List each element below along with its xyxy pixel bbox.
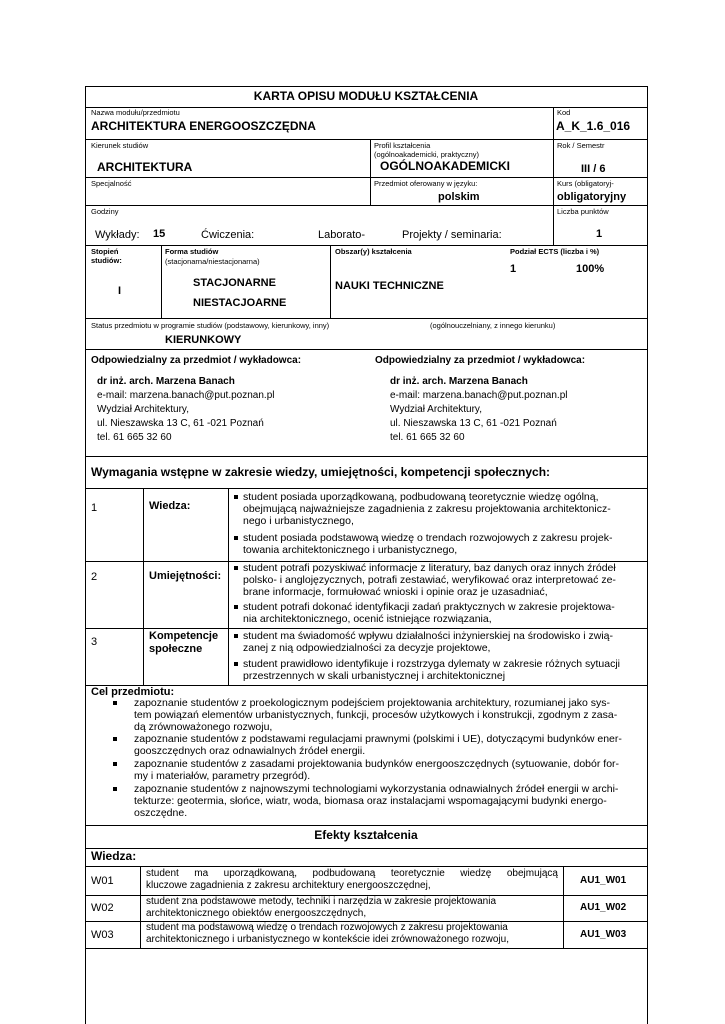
specialty-label: Specjalność	[91, 179, 132, 188]
status-value: KIERUNKOWY	[165, 334, 242, 346]
status-label: Status przedmiotu w programie studiów (podstawowy, kierunkowy, inny)	[91, 321, 330, 330]
responsible-tel: tel. 61 665 32 60	[390, 432, 465, 443]
effect-ref: AU1_W01	[580, 875, 627, 886]
form-full-time: STACJONARNE	[193, 277, 276, 289]
ects-number: 1	[510, 263, 517, 275]
effect-ref: AU1_W03	[580, 929, 627, 940]
responsible-name: dr inż. arch. Marzena Banach	[97, 376, 235, 387]
field-value: ARCHITEKTURA	[97, 160, 193, 174]
area-label: Obszar(y) kształcenia	[335, 247, 412, 256]
projects-label: Projekty / seminaria:	[402, 229, 502, 241]
requirement-number: 2	[91, 571, 98, 583]
requirement-bullet: student potrafi pozyskiwać informacje z literatury, baz danych oraz innych źródeł polsko- i anglojęzycznych, potrafi zestawiać, weryfikować oraz interpretować ze- brane informacje, formułować wnioski i opinie oraz je uzasadniać,	[234, 562, 616, 598]
level-label-sub: studiów:	[91, 256, 122, 265]
profile-label: Profil kształcenia	[374, 141, 431, 150]
responsible-email: e-mail: marzena.banach@put.poznan.pl	[97, 390, 275, 401]
responsible-dept: Wydział Architektury,	[97, 404, 189, 415]
form-label: Forma studiów	[165, 247, 219, 256]
module-name: ARCHITEKTURA ENERGOOSZCZĘDNA	[91, 119, 316, 133]
lectures-label: Wykłady:	[95, 229, 140, 241]
language-value: polskim	[438, 191, 480, 203]
effects-heading: Efekty kształcenia	[314, 828, 418, 842]
status-label-secondary: (ogólnouczelniany, z innego kierunku)	[430, 321, 556, 330]
area-value: NAUKI TECHNICZNE	[335, 280, 444, 292]
effect-text: student ma podstawową wiedzę o trendach rozwojowych z zakresu projektowania architektonicznego i urbanistycznego w kontekście idei zrównoważonego rozwoju,	[146, 922, 509, 945]
module-code: A_K_1.6_016	[556, 119, 631, 133]
goal-bullet: zapoznanie studentów z podstawami regulacjami prawnymi (polskimi i UE), dotyczącymi budynków ener- gooszczędnych oraz odnawialnych źródeł energii.	[113, 733, 622, 757]
requirement-number: 1	[91, 502, 98, 514]
effects-knowledge-label: Wiedza:	[91, 849, 137, 863]
profile-value: OGÓLNOAKADEMICKI	[380, 159, 510, 173]
goal-bullet: zapoznanie studentów z najnowszymi technologiami wykorzystania odnawialnych źródeł energii w archi- tekturze: geotermia, słońce, wiatr, woda, biomasa oraz instalacjami wspomagającymi budynki energo- oszczędne.	[113, 783, 618, 819]
points-label: Liczba punktów	[557, 207, 609, 216]
goal-heading: Cel przedmiotu:	[91, 686, 175, 698]
requirement-label: Wiedza:	[149, 500, 191, 512]
responsible-name: dr inż. arch. Marzena Banach	[390, 376, 528, 387]
lab-label: Laborato-	[318, 229, 366, 241]
requirement-number: 3	[91, 636, 98, 648]
form-label-sub: (stacjonarna/niestacjonarna)	[165, 257, 260, 266]
requirement-bullet: student posiada podstawową wiedzę o trendach rozwojowych z zakresu projek- towania architektonicznego i urbanistycznego,	[234, 532, 612, 556]
form-part-time: NIESTACJOARNE	[193, 297, 287, 309]
lectures-value: 15	[153, 228, 166, 240]
requirement-label: Kompetencje	[149, 630, 219, 642]
requirement-label: Umiejętności:	[149, 570, 222, 582]
responsible-address: ul. Nieszawska 13 C, 61 -021 Poznań	[390, 418, 557, 429]
profile-label-sub: (ogólnoakademicki, praktyczny)	[374, 150, 480, 159]
level-label: Stopień	[91, 247, 119, 256]
year-label: Rok / Semestr	[557, 141, 605, 150]
effect-text: student zna podstawowe metody, techniki i narzędzia w zakresie projektowania architektonicznego obiektów energooszczędnych,	[146, 896, 496, 919]
goal-bullet: zapoznanie studentów z proekologicznym podejściem projektowania architektury, rozumianej jako sys- tem powiązań elementów urbanistycznych, funkcji, procesów użytkowych i konstrukcji, zgodnym z zasa- dą zrównoważonego rozwoju,	[113, 697, 617, 733]
responsible-tel: tel. 61 665 32 60	[97, 432, 172, 443]
module-name-label: Nazwa modułu/przedmiotu	[91, 108, 180, 117]
course-label: Kurs (obligatoryj-	[557, 179, 614, 188]
ects-label: Podział ECTS (liczba i %)	[510, 247, 600, 256]
goal-bullet: zapoznanie studentów z zasadami projektowania budynków energooszczędnych (sytuowanie, dobór for- my i materiałów, parametry przegród).	[113, 758, 619, 782]
requirement-bullet: student posiada uporządkowaną, podbudowaną teoretycznie wiedzę ogólną, obejmującą najważniejsze zagadnienia z zakresu projektowania architektonicz- nego i urbanistycznego,	[234, 491, 611, 527]
points-value: 1	[596, 228, 603, 240]
responsible-email: e-mail: marzena.banach@put.poznan.pl	[390, 390, 568, 401]
requirements-heading: Wymagania wstępne w zakresie wiedzy, umiejętności, kompetencji społecznych:	[91, 465, 551, 479]
responsible-heading: Odpowiedzialny za przedmiot / wykładowca:	[91, 355, 302, 366]
course-value: obligatoryjny	[557, 191, 627, 203]
effect-code: W02	[91, 902, 114, 914]
exercises-label: Ćwiczenia:	[201, 229, 255, 241]
requirement-bullet: student potrafi dokonać identyfikacji zadań praktycznych w zakresie projektowa- nia architektonicznego, ocenić istniejące rozwiązania,	[234, 601, 615, 625]
effect-ref: AU1_W02	[580, 902, 627, 913]
language-label: Przedmiot oferowany w języku:	[374, 179, 478, 188]
effect-code: W01	[91, 875, 114, 887]
requirement-bullet: student ma świadomość wpływu działalności inżynierskiej na środowisko i zwią- zanej z nią odpowiedzialności za decyzje projektowe,	[234, 630, 613, 654]
code-label: Kod	[557, 108, 571, 117]
year-value: III / 6	[581, 163, 606, 175]
field-label: Kierunek studiów	[91, 141, 149, 150]
hours-label: Godziny	[91, 207, 119, 216]
page-title: KARTA OPISU MODUŁU KSZTAŁCENIA	[253, 89, 479, 103]
level-value: I	[118, 285, 122, 297]
ects-percent: 100%	[576, 263, 605, 275]
responsible-address: ul. Nieszawska 13 C, 61 -021 Poznań	[97, 418, 264, 429]
effect-text: student ma uporządkowaną, podbudowaną teoretycznie wiedzę obejmującą kluczowe zagadnienia z zakresu architektury energooszczędnej,	[146, 868, 558, 891]
responsible-dept: Wydział Architektury,	[390, 404, 482, 415]
requirement-label-cont: społeczne	[149, 643, 203, 655]
responsible-heading: Odpowiedzialny za przedmiot / wykładowca:	[375, 355, 586, 366]
requirement-bullet: student prawidłowo identyfikuje i rozstrzyga dylematy w zakresie różnych sytuacji przestrzennych w skali urbanistycznej i architektonicznej	[234, 658, 620, 682]
effect-code: W03	[91, 929, 114, 941]
